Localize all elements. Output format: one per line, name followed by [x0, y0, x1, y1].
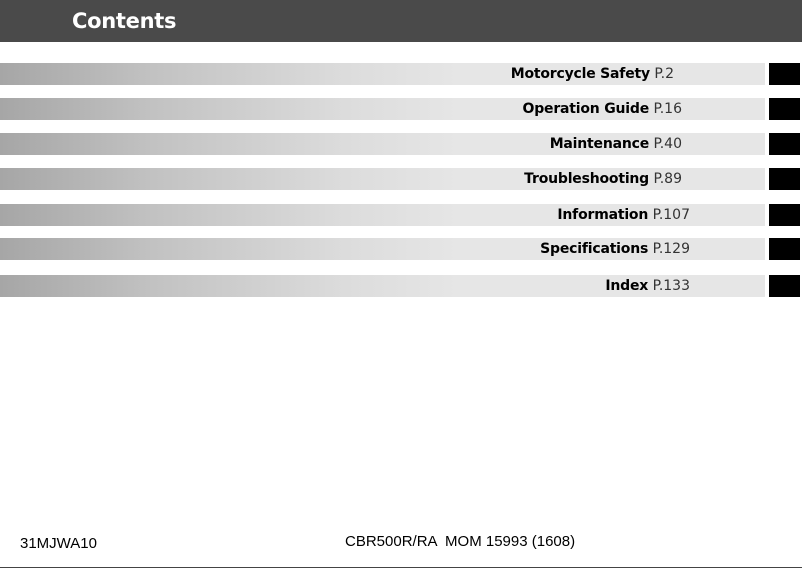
toc-item-information[interactable] [0, 204, 802, 226]
toc-title: Maintenance [549, 136, 650, 152]
section-tab[interactable] [769, 133, 800, 155]
section-tab[interactable] [769, 275, 800, 297]
toc-item-index[interactable] [0, 275, 802, 297]
toc-page-number: P.89 [653, 171, 682, 187]
section-tab[interactable] [769, 63, 800, 85]
toc-entry [511, 65, 674, 83]
toc-item-operation-guide[interactable] [0, 98, 802, 120]
toc-page-number: P.40 [653, 136, 682, 152]
toc-title: Motorcycle Safety [510, 66, 650, 82]
bottom-divider [0, 567, 802, 568]
toc-page-number: P.133 [652, 278, 690, 294]
toc-page-number: P.107 [652, 207, 690, 223]
toc-title: Specifications [540, 241, 649, 257]
toc-item-specifications[interactable] [0, 238, 802, 260]
section-tab[interactable] [769, 98, 800, 120]
toc-title: Troubleshooting [524, 171, 650, 187]
toc-entry [540, 240, 690, 258]
model-reference: CBR500R/RA MOM 15993 (1608) [345, 533, 576, 550]
toc-item-maintenance[interactable] [0, 133, 802, 155]
toc-entry [523, 100, 682, 118]
page-title: Contents [72, 9, 177, 33]
toc-page-number: P.129 [652, 241, 690, 257]
toc-entry [550, 135, 682, 153]
toc-entry [557, 206, 690, 224]
header-bar [0, 0, 802, 42]
toc-entry [605, 277, 690, 295]
toc-page-number: P.2 [654, 66, 674, 82]
toc-title: Operation Guide [522, 101, 650, 117]
toc-entry [524, 170, 682, 188]
section-tab[interactable] [769, 238, 800, 260]
toc-title: Index [605, 278, 649, 294]
document-code: 31MJWA10 [20, 535, 97, 552]
toc-item-troubleshooting[interactable] [0, 168, 802, 190]
toc-title: Information [557, 207, 649, 223]
toc-item-motorcycle-safety[interactable] [0, 63, 802, 85]
section-tab[interactable] [769, 204, 800, 226]
section-tab[interactable] [769, 168, 800, 190]
toc-page-number: P.16 [653, 101, 682, 117]
